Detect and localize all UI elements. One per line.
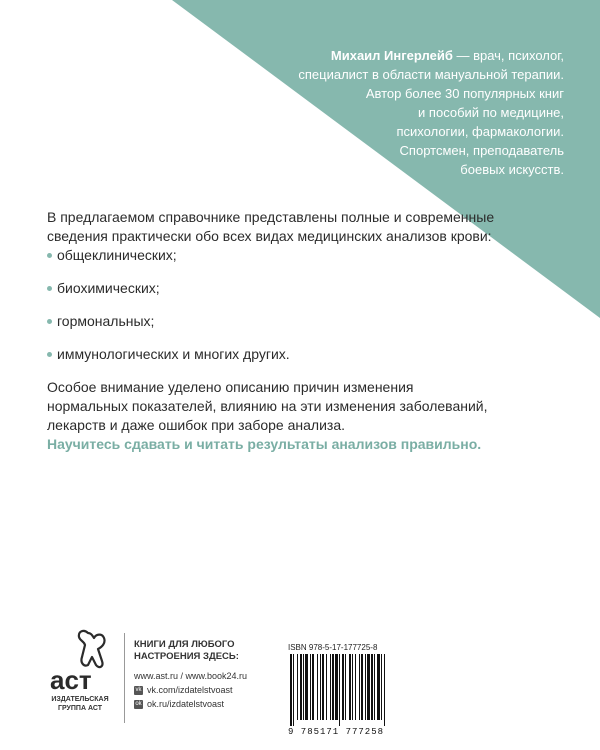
barcode-bar <box>367 654 370 720</box>
vk-icon: vk <box>135 686 142 693</box>
analysis-types-list <box>47 246 497 364</box>
barcode-bar <box>365 654 366 720</box>
barcode-bar <box>352 654 353 720</box>
barcode-bar <box>371 654 373 720</box>
bullet-dot-icon <box>47 319 52 324</box>
barcode-bar <box>310 654 311 720</box>
list-item-text: гормональных; <box>57 313 155 329</box>
author-name: Михаил Ингерлейб <box>330 48 453 63</box>
barcode-bar <box>359 654 360 720</box>
barcode-bar <box>349 654 351 720</box>
social-link-text: ok.ru/izdatelstvoast <box>147 699 225 709</box>
barcode-bar <box>377 654 380 720</box>
list-item-text: общеклинических; <box>57 247 177 263</box>
barcode-bar <box>303 654 304 720</box>
author-line: — врач, психолог, <box>452 48 564 63</box>
publisher-caption <box>42 695 118 713</box>
list-item <box>47 345 497 364</box>
back-cover-footer <box>0 625 600 750</box>
social-link-vk[interactable] <box>134 683 284 697</box>
book-description <box>47 208 497 454</box>
list-item <box>47 246 497 265</box>
bullet-dot-icon <box>47 286 52 291</box>
list-item-text: иммунологических и многих других. <box>57 346 290 362</box>
bullet-dot-icon <box>47 253 52 258</box>
ast-logo-icon <box>44 627 114 695</box>
barcode-bar <box>293 654 294 726</box>
list-item-text: биохимических; <box>57 280 160 296</box>
footer-divider <box>124 633 125 723</box>
ok-icon: ok <box>135 700 142 707</box>
barcode-bar <box>317 654 318 720</box>
author-line: Спортсмен, преподаватель <box>399 143 564 158</box>
barcode-bar <box>374 654 375 720</box>
promo-heading-line: НАСТРОЕНИЯ ЗДЕСЬ: <box>134 651 239 662</box>
author-line: психологии, фармакологии. <box>396 124 564 139</box>
barcode-bar <box>381 654 382 720</box>
publisher-caption-line: ИЗДАТЕЛЬСКАЯ <box>51 696 109 703</box>
barcode-bar <box>342 654 344 720</box>
barcode-bar <box>339 654 340 726</box>
barcode-bar <box>384 654 385 726</box>
isbn-number: ISBN 978-5-17-177725-8 <box>288 643 378 652</box>
barcode-bar <box>355 654 356 720</box>
social-link-ok[interactable] <box>134 697 284 711</box>
barcode-bar <box>335 654 338 720</box>
publisher-links <box>134 639 284 711</box>
author-line: Автор более 30 популярных книг <box>365 86 564 101</box>
barcode-bar <box>361 654 363 720</box>
barcode-bar <box>322 654 324 720</box>
logo-wordmark: аст <box>50 665 92 695</box>
callout-text: Научитесь сдавать и читать результаты анализов правильно. <box>47 436 482 452</box>
barcode-bar <box>332 654 334 720</box>
bullet-dot-icon <box>47 352 52 357</box>
ean-digits: 9 785171 777258 <box>288 727 385 737</box>
barcode <box>288 654 412 726</box>
barcode-graphic <box>288 654 412 726</box>
barcode-bar <box>345 654 346 720</box>
barcode-bar <box>297 654 298 720</box>
promo-heading <box>134 639 284 663</box>
barcode-bar <box>290 654 292 726</box>
promo-heading-line: КНИГИ ДЛЯ ЛЮБОГО <box>134 639 235 650</box>
author-bio <box>264 46 564 179</box>
isbn-barcode-block <box>288 643 412 737</box>
barcode-bar <box>300 654 302 720</box>
barcode-bar <box>320 654 321 720</box>
list-item <box>47 312 497 331</box>
author-line: боевых искусств. <box>460 162 564 177</box>
author-line: специалист в области мануальной терапии. <box>298 67 564 82</box>
barcode-bar <box>312 654 314 720</box>
publisher-caption-line: ГРУППА АСТ <box>58 705 102 712</box>
description-intro: В предлагаемом справочнике представлены полные и современные сведения практически обо всех видах медицинских анализов крови: <box>47 209 495 244</box>
website-links[interactable]: www.ast.ru / www.book24.ru <box>134 671 248 681</box>
description-emphasis: Особое внимание уделено описанию причин изменения нормальных показателей, влиянию на эти изменения заболеваний, лекарств и даже ошибок при заборе анализа. <box>47 379 488 433</box>
barcode-bar <box>330 654 331 720</box>
social-link-text: vk.com/izdatelstvoast <box>147 685 233 695</box>
author-line: и пособий по медицине, <box>418 105 564 120</box>
barcode-bar <box>305 654 308 720</box>
barcode-bar <box>326 654 327 720</box>
list-item <box>47 279 497 298</box>
